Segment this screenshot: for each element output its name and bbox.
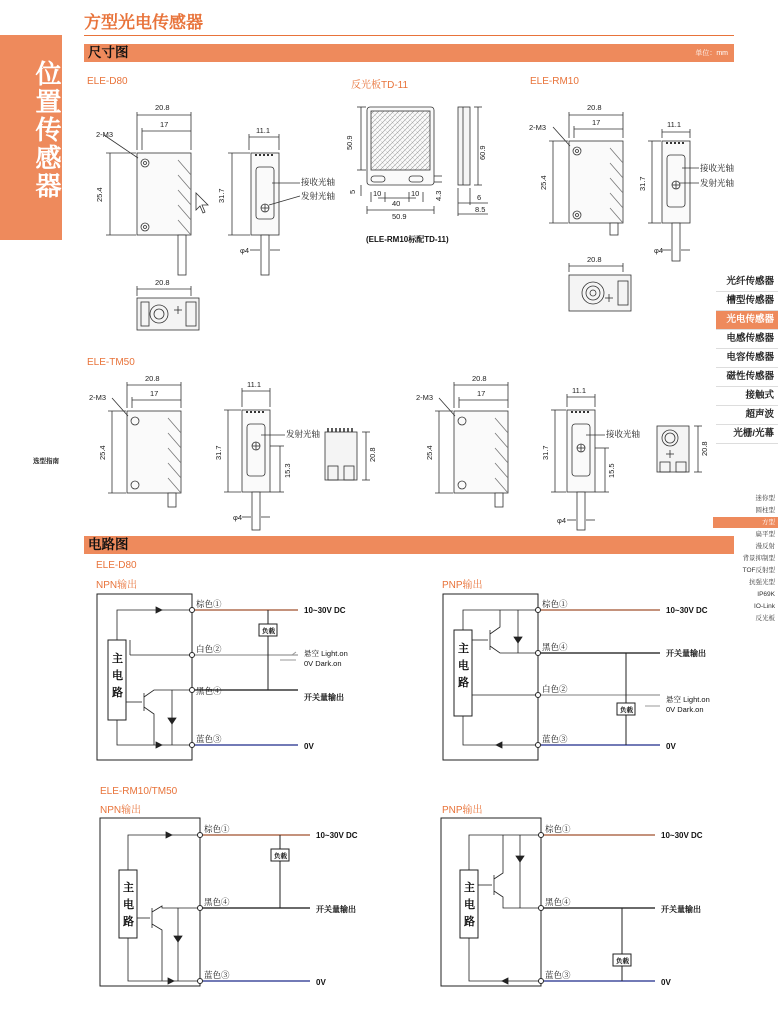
nav-magnetic[interactable]: 磁性传感器	[716, 368, 778, 387]
rm10-dim-bottom-width: 20.8	[587, 255, 602, 264]
sub-cylinder[interactable]: 圆柱型	[755, 507, 775, 514]
c2-output: 开关量输出	[666, 649, 706, 658]
d80-dim-height: 25.4	[95, 187, 104, 202]
td11-dim-10b: 10	[411, 189, 420, 198]
rm10-dim-cable: φ4	[654, 246, 664, 255]
td11-dim-5: 5	[348, 189, 357, 194]
sub-io-link[interactable]: IO-Link	[754, 603, 775, 610]
d80-dim-cable: φ4	[240, 246, 250, 255]
circuit-npn-label-2: NPN输出	[100, 805, 142, 816]
td11-dim-6: 6	[477, 193, 482, 202]
main-circuit-2a: 主	[458, 643, 469, 655]
main-circuit-1b: 电	[112, 670, 123, 682]
c1-white: 白色②	[196, 644, 222, 654]
tm50-right-dim-cable: φ4	[557, 516, 567, 525]
c2-vcc: 10~30V DC	[666, 606, 708, 615]
rm10-receive-axis: 接收光轴	[700, 163, 735, 173]
c1-brown: 棕色①	[196, 599, 222, 609]
c1-output: 开关量输出	[304, 693, 344, 702]
d80-receive-axis: 接收光轴	[301, 177, 336, 187]
tm50-right-dim-axis-height: 15.5	[607, 463, 616, 478]
c3-brown: 棕色①	[204, 824, 230, 834]
model-label-d80: ELE-D80	[87, 76, 128, 87]
rm10-dim-front-width: 11.1	[667, 120, 682, 129]
circuit-group1-model: ELE-D80	[96, 560, 137, 571]
selection-guide[interactable]: 选型指南	[33, 458, 59, 465]
sub-flat[interactable]: 扁平型	[755, 531, 775, 538]
circuit-pnp-label-2: PNP输出	[442, 805, 483, 816]
td11-dim-40: 40	[392, 199, 401, 208]
tm50-left-dim-front-width: 11.1	[247, 380, 262, 389]
c4-brown: 棕色①	[545, 824, 571, 834]
nav-contact[interactable]: 接触式	[716, 387, 778, 406]
main-circuit-3c: 路	[123, 916, 134, 928]
d80-dim-front-height: 31.7	[217, 188, 226, 203]
c1-light-on: 悬空 Light.on	[304, 649, 348, 658]
td11-dim-10a: 10	[373, 189, 382, 198]
c2-load: 负载	[620, 707, 633, 714]
rm10-dim-m3: 2-M3	[529, 123, 547, 132]
tm50-left-dim-axis-height: 15.3	[283, 463, 292, 478]
c4-0v: 0V	[661, 978, 671, 987]
td11-dim-height: 50.9	[345, 135, 354, 150]
main-circuit-2b: 电	[458, 660, 469, 672]
circuit-group2-model: ELE-RM10/TM50	[100, 786, 178, 797]
tm50-left-dim-bottom: 20.8	[368, 447, 377, 462]
tm50-right-axis: 接收光轴	[606, 429, 641, 439]
main-circuit-3a: 主	[123, 882, 134, 894]
sub-background-suppression[interactable]: 背景抑制型	[742, 555, 775, 562]
c3-load: 负载	[274, 853, 287, 860]
c2-white: 白色②	[542, 684, 568, 694]
sub-square[interactable]: 方型	[713, 517, 778, 528]
c2-light-on: 悬空 Light.on	[666, 695, 710, 704]
c2-brown: 棕色①	[542, 599, 568, 609]
dimension-section-title: 尺寸图	[88, 45, 129, 60]
d80-dim-width: 20.8	[155, 103, 170, 112]
tm50-left-dim-m3: 2-M3	[89, 393, 107, 402]
d80-dim-front-width: 11.1	[256, 126, 271, 135]
circuit-d80-pnp	[443, 594, 710, 760]
nav-fiber[interactable]: 光纤传感器	[716, 273, 778, 292]
nav-ultrasonic[interactable]: 超声波	[716, 406, 778, 425]
d80-dim-m3: 2-M3	[96, 130, 114, 139]
c1-black: 黑色④	[196, 686, 222, 696]
c4-vcc: 10~30V DC	[661, 831, 703, 840]
c1-blue: 蓝色③	[196, 734, 222, 744]
tm50-right-dim-height: 25.4	[425, 445, 434, 460]
c3-output: 开关量输出	[316, 905, 356, 914]
c4-load: 负载	[616, 958, 629, 965]
nav-light-curtain[interactable]: 光栅/光幕	[716, 425, 778, 444]
td11-dim-8-5: 8.5	[475, 205, 486, 214]
c2-black: 黑色④	[542, 642, 568, 652]
model-label-rm10: ELE-RM10	[530, 76, 579, 87]
main-circuit-4c: 路	[464, 916, 475, 928]
tm50-right-dim-bottom: 20.8	[700, 441, 709, 456]
tm50-left-dim-cable: φ4	[233, 513, 243, 522]
c4-blue: 蓝色③	[545, 970, 571, 980]
main-circuit-2c: 路	[458, 677, 469, 689]
sub-mini[interactable]: 迷你型	[755, 495, 775, 502]
rm10-dim-front-height: 31.7	[638, 176, 647, 191]
tm50-left-dim-width: 20.8	[145, 374, 160, 383]
circuit-pnp-label-1: PNP输出	[442, 580, 483, 591]
tm50-left-dim-height: 25.4	[98, 445, 107, 460]
td11-dim-width: 50.9	[392, 212, 407, 221]
model-label-td11: 反光板TD-11	[351, 80, 409, 91]
c1-vcc: 10~30V DC	[304, 606, 346, 615]
tm50-left-axis: 发射光轴	[286, 429, 321, 439]
td11-dim-60-9: 60.9	[478, 145, 487, 160]
c1-load: 负载	[262, 628, 275, 635]
c2-0v: 0V	[666, 742, 676, 751]
c1-0v: 0V	[304, 742, 314, 751]
td11-note: (ELE-RM10标配TD-11)	[366, 235, 449, 244]
page-title: 方型光电传感器	[84, 13, 203, 32]
sub-anti-light[interactable]: 抗强光型	[749, 579, 775, 586]
c3-black: 黑色④	[204, 897, 230, 907]
sub-ip69k[interactable]: IP69K	[757, 591, 775, 598]
tm50-right-dim-front-width: 11.1	[572, 386, 587, 395]
rm10-emit-axis: 发射光轴	[700, 178, 735, 188]
c2-blue: 蓝色③	[542, 734, 568, 744]
c3-blue: 蓝色③	[204, 970, 230, 980]
c1-dark-on: 0V Dark.on	[304, 659, 342, 668]
c2-dark-on: 0V Dark.on	[666, 705, 704, 714]
main-circuit-4a: 主	[464, 882, 475, 894]
main-circuit-1c: 路	[112, 687, 123, 699]
sub-tof[interactable]: TOF反射型	[742, 567, 775, 574]
nav-capacitive[interactable]: 电容传感器	[716, 349, 778, 368]
main-circuit-1a: 主	[112, 653, 123, 665]
d80-dim-inner: 17	[160, 120, 169, 129]
rm10-dim-width: 20.8	[587, 103, 602, 112]
sub-diffuse[interactable]: 漫反射	[755, 543, 775, 550]
nav-inductive[interactable]: 电感传感器	[716, 330, 778, 349]
rm10-dim-height: 25.4	[539, 175, 548, 190]
tm50-left-dim-inner: 17	[150, 389, 159, 398]
sidebar-title: 位置传感器	[32, 60, 62, 200]
nav-photoelectric[interactable]: 光电传感器	[716, 311, 778, 330]
circuit-d80-npn	[97, 594, 348, 760]
tm50-right-dim-width: 20.8	[472, 374, 487, 383]
c3-0v: 0V	[316, 978, 326, 987]
c3-vcc: 10~30V DC	[316, 831, 358, 840]
d80-dim-bottom-width: 20.8	[155, 278, 170, 287]
tm50-right-dim-inner: 17	[477, 389, 486, 398]
td11-dim-4-3: 4.3	[434, 190, 443, 201]
tm50-right-dim-m3: 2-M3	[416, 393, 434, 402]
c4-output: 开关量输出	[661, 905, 701, 914]
circuit-npn-label-1: NPN输出	[96, 580, 138, 591]
rm10-dim-inner: 17	[592, 118, 601, 127]
tm50-left-dim-front-height: 31.7	[214, 445, 223, 460]
d80-emit-axis: 发射光轴	[301, 191, 336, 201]
c4-black: 黑色④	[545, 897, 571, 907]
main-circuit-4b: 电	[464, 899, 475, 911]
sub-reflector[interactable]: 反光板	[755, 615, 775, 622]
circuit-rm10-npn	[100, 818, 358, 987]
unit-label: 单位：mm	[695, 50, 728, 57]
tm50-right-dim-front-height: 31.7	[541, 445, 550, 460]
model-label-tm50: ELE-TM50	[87, 357, 135, 368]
main-circuit-3b: 电	[123, 899, 134, 911]
circuit-rm10-pnp	[441, 818, 703, 987]
circuit-section-title: 电路图	[88, 537, 129, 552]
nav-slot[interactable]: 槽型传感器	[716, 292, 778, 311]
